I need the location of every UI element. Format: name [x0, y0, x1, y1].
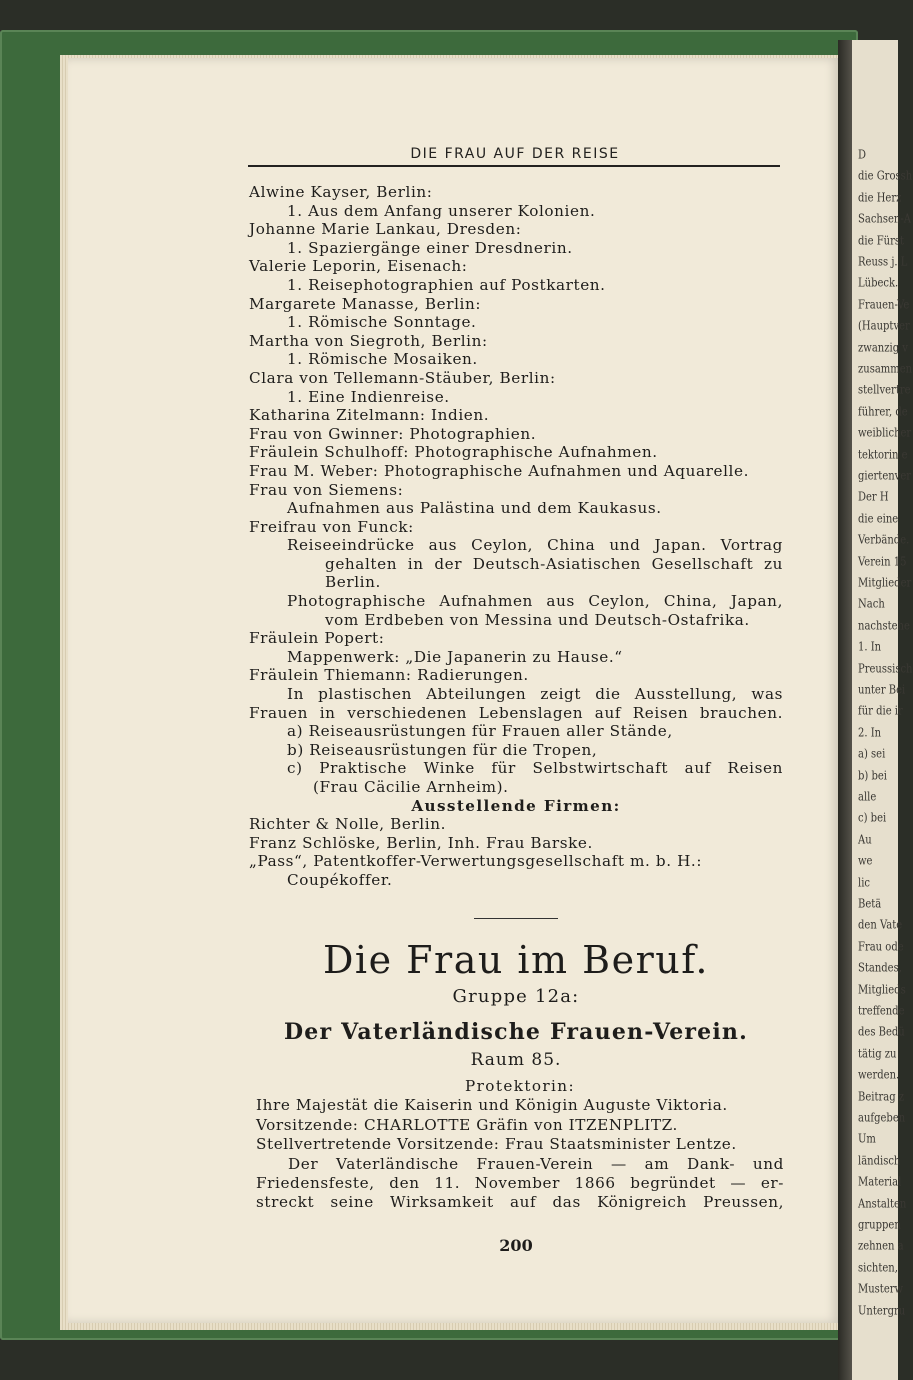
facing-page-fragment: 1. In	[858, 640, 882, 655]
paragraph-line: Der Vaterländische Frauen-Verein — am Dank- und	[288, 1154, 784, 1173]
facing-page-fragment: zwanzig v	[858, 341, 908, 355]
facing-page-fragment: 2. In	[858, 726, 882, 741]
facing-page-fragment: Beitrag z	[858, 1090, 905, 1104]
facing-page-fragment: Mitglieder	[858, 576, 912, 591]
facing-page-fragment: Betä	[858, 897, 882, 912]
firm-entry: „Pass“, Patentkoffer-Verwertungsgesellschaft m. b. H.:	[249, 852, 703, 871]
facing-page-fragment: gruppen	[858, 1218, 901, 1233]
section-title: Die Frau im Beruf.	[322, 938, 710, 982]
entry-name: Fräulein Schulhoff: Photographische Aufnahmen.	[249, 443, 658, 462]
entry-name: Martha von Siegroth, Berlin:	[249, 331, 488, 350]
facing-page-fragment: b) bei	[858, 769, 887, 783]
entry-item: Berlin.	[325, 573, 381, 592]
facing-page-fragment: die Herz	[858, 191, 902, 206]
facing-page-fragment: D	[858, 148, 867, 163]
protector-label: Protektorin:	[465, 1077, 575, 1095]
list-item: c) Praktische Winke für Selbstwirtschaft auf Reisen	[287, 759, 783, 778]
head-rule	[248, 165, 780, 167]
facing-page-fragment: führer, de	[858, 405, 908, 420]
facing-page-fragment: ländisch	[858, 1154, 901, 1169]
protector-name: Ihre Majestät die Kaiserin und Königin Auguste Viktoria.	[256, 1096, 728, 1115]
facing-page-fragment: treffende	[858, 1004, 905, 1019]
entry-name: Valerie Leporin, Eisenach:	[249, 257, 468, 276]
chair-line: Vorsitzende: CHARLOTTE Gräfin von ITZENPLITZ.	[256, 1115, 678, 1134]
facing-page-fragment: Der H	[858, 491, 889, 505]
entry-name: Fräulein Popert:	[249, 629, 385, 648]
entry-item: 1. Aus dem Anfang unserer Kolonien.	[287, 201, 596, 220]
facing-page-fragment: stellvertre	[858, 384, 911, 398]
facing-page-fragment: Reuss j. L	[858, 255, 908, 270]
entry-name: Margarete Manasse, Berlin:	[249, 294, 482, 313]
facing-page-fragment: die Grossh	[858, 170, 913, 184]
facing-page-fragment: Um	[858, 1133, 876, 1147]
facing-page-fragment: Untergru	[858, 1304, 906, 1318]
entry-name: Alwine Kayser, Berlin:	[249, 183, 433, 201]
facing-page-fragment: den Vate	[858, 919, 903, 933]
firm-entry: Franz Schlöske, Berlin, Inh. Frau Barske.	[249, 833, 593, 852]
facing-page-fragment: für die ir	[858, 705, 903, 719]
paragraph-line: streckt seine Wirksamkeit auf das Königreich Preussen,	[256, 1193, 784, 1212]
society-heading: Der Vaterländische Frauen-Verein.	[283, 1019, 748, 1045]
facing-page-fragment: Frau ode	[858, 940, 904, 955]
entry-item: Aufnahmen aus Palästina und dem Kaukasus.	[287, 499, 662, 518]
facing-page-fragment: die eine	[858, 512, 899, 527]
facing-page-fragment: weiblicher	[858, 426, 912, 441]
facing-page-fragment: sichten,	[858, 1261, 898, 1276]
entry-name: Johanne Marie Lankau, Dresden:	[249, 220, 522, 239]
facing-page	[852, 40, 913, 1380]
facing-page-fragment: Preussisch	[858, 662, 913, 676]
entry-item: 1. Spaziergänge einer Dresdnerin.	[287, 238, 573, 257]
page-number: 200	[499, 1236, 533, 1255]
book-gutter	[838, 40, 852, 1380]
society-details	[256, 1077, 784, 1213]
entry-item: gehalten in der Deutsch-Asiatischen Gesellschaft zu	[325, 554, 783, 573]
facing-page-fragment: werden.	[858, 1068, 900, 1083]
facing-page-fragment: tätig zu	[858, 1047, 897, 1062]
facing-page-fragment: Musterw	[858, 1282, 904, 1297]
entry-item: 1. Reisephotographien auf Postkarten.	[287, 275, 606, 294]
facing-page-fragment: Nach	[858, 598, 885, 612]
facing-page-fragment: zusammen	[858, 362, 913, 377]
facing-page-fragment: zehnen a	[858, 1240, 904, 1254]
facing-page-fragment: (Hauptver	[858, 319, 910, 334]
facing-page-fragment: Lübeck.	[858, 277, 899, 291]
entry-name: Fräulein Thiemann: Radierungen.	[249, 666, 529, 685]
firm-entry: Richter & Nolle, Berlin.	[249, 815, 447, 834]
vice-chair-line: Stellvertretende Vorsitzende: Frau Staatsminister Lentze.	[256, 1135, 737, 1154]
entry-name: Frau M. Weber: Photographische Aufnahmen und Aquarelle.	[249, 461, 750, 480]
list-item: (Frau Cäcilie Arnheim).	[313, 778, 509, 796]
facing-page-fragment: die Fürst	[858, 234, 905, 248]
facing-page-fragment: we	[858, 854, 873, 869]
facing-page-fragment: c) bei	[858, 812, 887, 826]
subheading: Ausstellende Firmen:	[411, 796, 621, 815]
facing-page-fragment: nachstehe	[858, 619, 910, 634]
room-label: Raum 85.	[470, 1050, 562, 1070]
list-item: a) Reiseausrüstungen für Frauen aller Stände,	[287, 722, 673, 741]
facing-page-fragment: Standes,	[858, 961, 902, 976]
facing-page-fragment: Anstalten	[858, 1197, 907, 1211]
entry-item: Reiseeindrücke aus Ceylon, China und Japan. Vortrag	[287, 536, 783, 555]
entry-item: Photographische Aufnahmen aus Ceylon, China, Japan,	[287, 592, 783, 611]
entry-item: 1. Römische Mosaiken.	[287, 350, 478, 369]
facing-page-fragment: unter Bei	[858, 683, 906, 698]
paragraph-line: In plastischen Abteilungen zeigt die Ausstellung, was	[287, 685, 783, 704]
facing-page-fragment: Sachsen-A	[858, 212, 911, 227]
facing-page-fragment: des Bedü	[858, 1026, 905, 1040]
entry-name: Katharina Zitelmann: Indien.	[249, 406, 490, 425]
group-label: Gruppe 12a:	[452, 986, 580, 1007]
facing-page-fragment: Verbände.	[858, 533, 910, 548]
facing-page-fragment: giertenver	[858, 469, 912, 484]
paragraph-line: Frauen in verschiedenen Lebenslagen auf Reisen brauchen.	[249, 703, 783, 722]
firm-entry: Coupékoffer.	[287, 870, 393, 889]
entry-name: Clara von Tellemann-Stäuber, Berlin:	[249, 368, 556, 387]
entry-name: Freifrau von Funck:	[249, 517, 414, 536]
facing-page-fragment: a) sei	[858, 747, 886, 762]
entry-name: Frau von Gwinner: Photographien.	[249, 424, 537, 443]
facing-page-fragment: tektorin e	[858, 448, 908, 462]
facing-page-fragment: alle	[858, 790, 877, 805]
facing-page-fragment: Verein 15	[858, 555, 907, 569]
running-head: DIE FRAU AUF DER REISE	[410, 146, 620, 162]
facing-page-fragment: Au	[858, 833, 872, 848]
entry-item: 1. Römische Sonntage.	[287, 313, 477, 332]
entry-item: vom Erdbeben von Messina und Deutsch-Ostafrika.	[325, 610, 750, 629]
facing-page-fragment: aufgeben	[858, 1111, 906, 1126]
entry-name: Frau von Siemens:	[249, 480, 404, 499]
list-item: b) Reiseausrüstungen für die Tropen,	[287, 740, 598, 759]
section-divider	[474, 918, 558, 919]
facing-page-fragment: lic	[858, 876, 870, 890]
facing-page-fragment: Frauen-Ve	[858, 298, 910, 313]
paragraph-line: Friedensfeste, den 11. November 1866 begründet — er-	[256, 1173, 784, 1192]
facing-page-fragment: Mitglieds	[858, 983, 906, 997]
facing-page-fragment: Material	[858, 1175, 902, 1190]
entry-item: Mappenwerk: „Die Japanerin zu Hause.“	[287, 647, 623, 666]
exhibitor-list	[249, 183, 783, 890]
entry-item: 1. Eine Indienreise.	[287, 387, 450, 406]
